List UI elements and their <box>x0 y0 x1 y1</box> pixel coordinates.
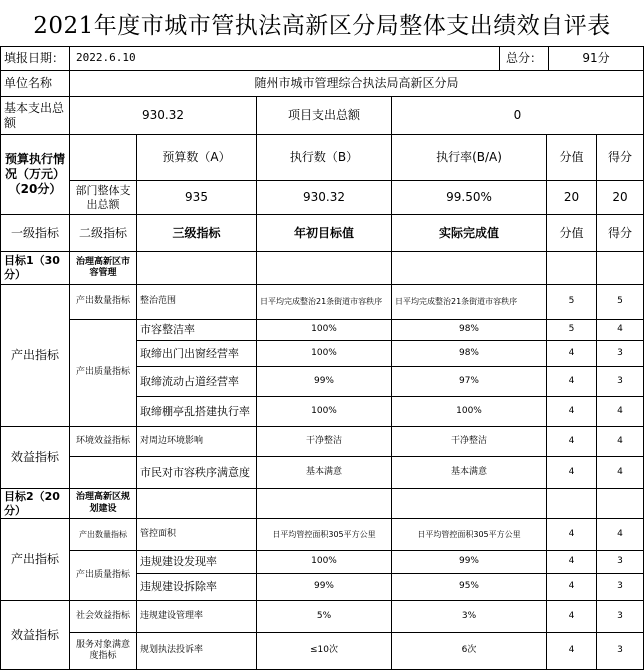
budget-header-executed: 执行数（B） <box>257 135 392 181</box>
goal1-indicator-actual: 98% <box>392 341 547 367</box>
goal2-indicator-name: 违规建设管理率 <box>137 601 257 633</box>
goal1-effect-env-label: 环境效益指标 <box>70 427 137 457</box>
unit-name-value: 随州市城市管理综合执法局高新区分局 <box>70 71 644 97</box>
goal1-indicator-score: 4 <box>597 457 644 489</box>
goal2-indicator-points: 4 <box>547 519 597 551</box>
goal1-indicator-points: 4 <box>547 457 597 489</box>
goal2-blank-4 <box>547 489 597 519</box>
goal2-indicator-name: 违规建设发现率 <box>137 551 257 574</box>
goal2-effect-service-label: 服务对象满意度指标 <box>70 633 137 670</box>
goal1-blank-4 <box>547 252 597 285</box>
goal1-indicator-score: 3 <box>597 341 644 367</box>
indicator-header-level1: 一级指标 <box>0 215 70 252</box>
goal2-indicator-actual: 3% <box>392 601 547 633</box>
budget-executed-value: 930.32 <box>257 181 392 215</box>
total-score-value: 91分 <box>549 46 644 71</box>
goal2-output-quantity-label: 产出数量指标 <box>70 519 137 551</box>
goal1-effect-label: 效益指标 <box>0 427 70 489</box>
goal1-indicator-score: 4 <box>597 397 644 427</box>
budget-points-value: 20 <box>547 181 597 215</box>
goal1-indicator-target: 100% <box>257 320 392 341</box>
goal2-indicator-score: 4 <box>597 519 644 551</box>
goal1-indicator-actual: 100% <box>392 397 547 427</box>
project-expense-value: 0 <box>392 97 644 135</box>
goal2-indicator-actual: 日平均管控面积305平方公里 <box>392 519 547 551</box>
indicator-header-target: 年初目标值 <box>257 215 392 252</box>
indicator-header-score: 得分 <box>597 215 644 252</box>
goal2-indicator-target: 99% <box>257 574 392 601</box>
goal1-indicator-score: 3 <box>597 367 644 397</box>
indicator-header-level3: 三级指标 <box>137 215 257 252</box>
goal1-indicator-actual: 干净整洁 <box>392 427 547 457</box>
budget-header-points: 分值 <box>547 135 597 181</box>
budget-rate-value: 99.50% <box>392 181 547 215</box>
sheet-title: 2021年度市城市管执法高新区分局整体支出绩效自评表 <box>0 0 644 47</box>
goal2-effect-social-label: 社会效益指标 <box>70 601 137 633</box>
goal2-indicator-target: 100% <box>257 551 392 574</box>
goal1-blank-5 <box>597 252 644 285</box>
goal2-output-quality-label: 产出质量指标 <box>70 551 137 601</box>
goal1-indicator-points: 5 <box>547 285 597 320</box>
goal2-indicator-actual: 99% <box>392 551 547 574</box>
goal1-indicator-score: 4 <box>597 427 644 457</box>
goal1-output-quantity-label: 产出数量指标 <box>70 285 137 320</box>
goal1-indicator-target: 100% <box>257 397 392 427</box>
fill-date-value: 2022.6.10 <box>70 46 500 71</box>
goal1-indicator-points: 4 <box>547 367 597 397</box>
goal2-indicator-name: 违规建设拆除率 <box>137 574 257 601</box>
goal2-indicator-name: 管控面积 <box>137 519 257 551</box>
goal1-label: 目标1（30分） <box>0 252 70 285</box>
total-score-label: 总分： <box>500 46 549 71</box>
goal1-indicator-name: 市容整洁率 <box>137 320 257 341</box>
goal2-indicator-score: 3 <box>597 601 644 633</box>
goal1-indicator-target: 基本满意 <box>257 457 392 489</box>
goal2-output-label: 产出指标 <box>0 519 70 601</box>
goal2-indicator-target: 日平均管控面积305平方公里 <box>257 519 392 551</box>
goal2-indicator-name: 规划执法投诉率 <box>137 633 257 670</box>
budget-row-label: 部门整体支出总额 <box>70 181 137 215</box>
indicator-header-actual: 实际完成值 <box>392 215 547 252</box>
budget-header-planned: 预算数（A） <box>137 135 257 181</box>
goal2-blank-2 <box>257 489 392 519</box>
goal1-indicator-target: 日平均完成整治21条街道市容秩序 <box>257 285 392 320</box>
goal1-indicator-points: 5 <box>547 320 597 341</box>
goal2-indicator-points: 4 <box>547 633 597 670</box>
goal1-indicator-points: 4 <box>547 341 597 367</box>
budget-section-label: 预算执行情况（万元）（20分） <box>0 135 70 215</box>
goal2-indicator-target: ≤10次 <box>257 633 392 670</box>
goal1-indicator-name: 取缔出门出窗经营率 <box>137 341 257 367</box>
budget-header-blank <box>70 135 137 181</box>
budget-header-score: 得分 <box>597 135 644 181</box>
goal1-name: 治理高新区市容管理 <box>70 252 137 285</box>
goal2-indicator-score: 3 <box>597 551 644 574</box>
goal1-indicator-name: 整治范围 <box>137 285 257 320</box>
goal2-indicator-score: 3 <box>597 574 644 601</box>
unit-name-label: 单位名称 <box>0 71 70 97</box>
goal1-blank-3 <box>392 252 547 285</box>
goal2-blank-3 <box>392 489 547 519</box>
goal2-indicator-points: 4 <box>547 601 597 633</box>
goal2-indicator-actual: 95% <box>392 574 547 601</box>
goal1-indicator-points: 4 <box>547 397 597 427</box>
goal1-indicator-points: 4 <box>547 427 597 457</box>
goal2-label: 目标2（20分） <box>0 489 70 519</box>
goal2-indicator-score: 3 <box>597 633 644 670</box>
project-expense-label: 项目支出总额 <box>257 97 392 135</box>
budget-planned-value: 935 <box>137 181 257 215</box>
goal1-indicator-name: 取缔流动占道经营率 <box>137 367 257 397</box>
indicator-header-points: 分值 <box>547 215 597 252</box>
goal1-indicator-actual: 97% <box>392 367 547 397</box>
goal1-indicator-target: 99% <box>257 367 392 397</box>
goal1-blank-2 <box>257 252 392 285</box>
goal1-indicator-actual: 98% <box>392 320 547 341</box>
goal2-indicator-actual: 6次 <box>392 633 547 670</box>
goal1-indicator-score: 5 <box>597 285 644 320</box>
budget-header-rate: 执行率(B/A) <box>392 135 547 181</box>
fill-date-label: 填报日期： <box>0 46 70 71</box>
goal2-indicator-points: 4 <box>547 551 597 574</box>
goal1-indicator-name: 市民对市容秩序满意度 <box>137 457 257 489</box>
goal1-effect-sat-label <box>70 457 137 489</box>
goal1-output-label: 产出指标 <box>0 285 70 427</box>
indicator-header-level2: 二级指标 <box>70 215 137 252</box>
goal2-effect-label: 效益指标 <box>0 601 70 670</box>
goal1-indicator-score: 4 <box>597 320 644 341</box>
goal1-indicator-actual: 基本满意 <box>392 457 547 489</box>
goal1-indicator-target: 100% <box>257 341 392 367</box>
goal1-blank-1 <box>137 252 257 285</box>
goal2-name: 治理高新区规划建设 <box>70 489 137 519</box>
goal2-blank-5 <box>597 489 644 519</box>
goal1-indicator-name: 取缔棚亭乱搭建执行率 <box>137 397 257 427</box>
goal2-blank-1 <box>137 489 257 519</box>
budget-score-value: 20 <box>597 181 644 215</box>
basic-expense-value: 930.32 <box>70 97 257 135</box>
goal1-indicator-name: 对周边环境影响 <box>137 427 257 457</box>
goal2-indicator-points: 4 <box>547 574 597 601</box>
goal1-indicator-target: 干净整洁 <box>257 427 392 457</box>
goal1-indicator-actual: 日平均完成整治21条街道市容秩序 <box>392 285 547 320</box>
basic-expense-label: 基本支出总额 <box>0 97 70 135</box>
goal2-indicator-target: 5% <box>257 601 392 633</box>
goal1-output-quality-label: 产出质量指标 <box>70 320 137 427</box>
